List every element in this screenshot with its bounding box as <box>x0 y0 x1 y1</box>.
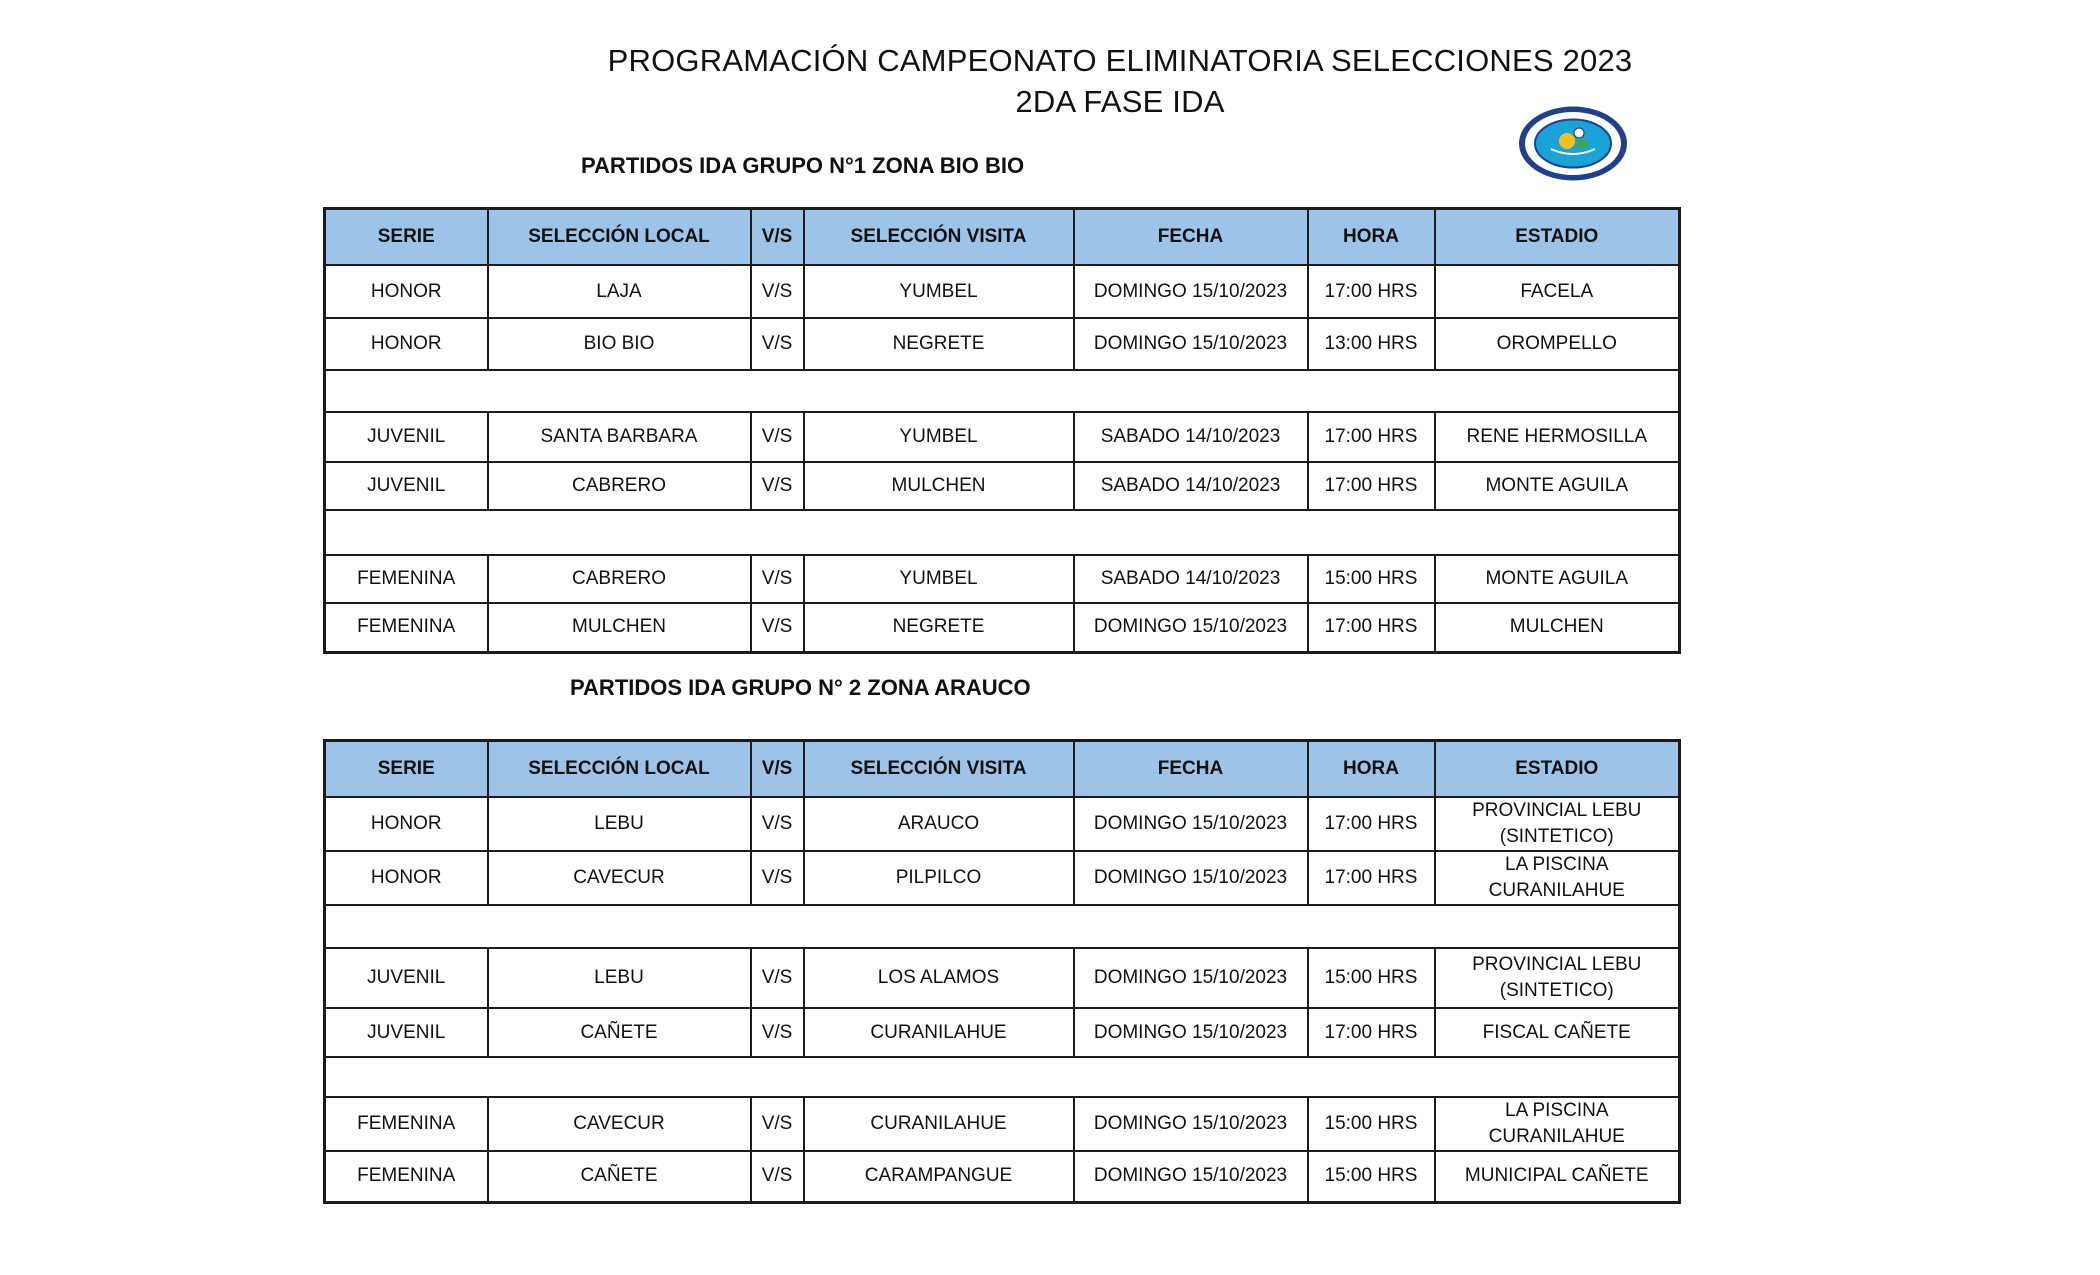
cell-hora: 15:00 HRS <box>1308 1097 1435 1151</box>
table-row <box>325 851 1680 905</box>
column-header-estadio: ESTADIO <box>1435 209 1680 266</box>
cell-vs: V/S <box>751 603 804 652</box>
cell-serie: FEMENINA <box>325 555 488 603</box>
cell-hora: 15:00 HRS <box>1308 555 1435 603</box>
cell-local: LEBU <box>488 797 751 851</box>
cell-local: LAJA <box>488 265 751 318</box>
cell-estadio: LA PISCINA CURANILAHUE <box>1435 1097 1680 1151</box>
cell-visita: YUMBEL <box>804 412 1074 462</box>
table-row <box>325 265 1680 318</box>
cell-visita: CURANILAHUE <box>804 1097 1074 1151</box>
column-header-vs: V/S <box>751 209 804 266</box>
cell-hora: 17:00 HRS <box>1308 412 1435 462</box>
column-header-local: SELECCIÓN LOCAL <box>488 209 751 266</box>
cell-visita: CURANILAHUE <box>804 1008 1074 1057</box>
table-row <box>325 462 1680 510</box>
cell-hora: 15:00 HRS <box>1308 948 1435 1008</box>
page-subtitle: 2DA FASE IDA <box>1015 84 1225 119</box>
table-row <box>325 412 1680 462</box>
cell-fecha: DOMINGO 15/10/2023 <box>1074 603 1308 652</box>
cell-hora: 13:00 HRS <box>1308 318 1435 370</box>
cell-estadio: FACELA <box>1435 265 1680 318</box>
cell-local: SANTA BARBARA <box>488 412 751 462</box>
cell-serie: JUVENIL <box>325 948 488 1008</box>
separator-cell <box>325 370 1680 412</box>
column-header-serie: SERIE <box>325 209 488 266</box>
cell-serie: FEMENINA <box>325 1151 488 1202</box>
cell-hora: 17:00 HRS <box>1308 265 1435 318</box>
cell-local: BIO BIO <box>488 318 751 370</box>
cell-serie: HONOR <box>325 318 488 370</box>
cell-serie: JUVENIL <box>325 1008 488 1057</box>
cell-visita: NEGRETE <box>804 318 1074 370</box>
cell-local: CAÑETE <box>488 1151 751 1202</box>
cell-fecha: DOMINGO 15/10/2023 <box>1074 1008 1308 1057</box>
cell-fecha: DOMINGO 15/10/2023 <box>1074 318 1308 370</box>
cell-fecha: DOMINGO 15/10/2023 <box>1074 948 1308 1008</box>
cell-estadio: MULCHEN <box>1435 603 1680 652</box>
cell-visita: NEGRETE <box>804 603 1074 652</box>
cell-vs: V/S <box>751 797 804 851</box>
cell-visita: ARAUCO <box>804 797 1074 851</box>
group-2-schedule-table <box>323 739 1681 1204</box>
table-row <box>325 603 1680 652</box>
column-header-local: SELECCIÓN LOCAL <box>488 741 751 798</box>
cell-fecha: DOMINGO 15/10/2023 <box>1074 1151 1308 1202</box>
column-header-serie: SERIE <box>325 741 488 798</box>
table-row <box>325 318 1680 370</box>
association-crest-icon <box>1517 105 1629 182</box>
cell-estadio: MUNICIPAL CAÑETE <box>1435 1151 1680 1202</box>
group-1-schedule-table <box>323 207 1681 654</box>
column-header-visita: SELECCIÓN VISITA <box>804 209 1074 266</box>
column-header-hora: HORA <box>1308 209 1435 266</box>
cell-estadio: LA PISCINA CURANILAHUE <box>1435 851 1680 905</box>
table-row <box>325 1097 1680 1151</box>
cell-fecha: SABADO 14/10/2023 <box>1074 555 1308 603</box>
cell-estadio: MONTE AGUILA <box>1435 555 1680 603</box>
cell-fecha: DOMINGO 15/10/2023 <box>1074 265 1308 318</box>
separator-row <box>325 510 1680 555</box>
cell-serie: HONOR <box>325 797 488 851</box>
cell-local: CAVECUR <box>488 851 751 905</box>
cell-visita: YUMBEL <box>804 555 1074 603</box>
page-title: PROGRAMACIÓN CAMPEONATO ELIMINATORIA SELECCIONES 2023 <box>607 43 1633 78</box>
cell-serie: FEMENINA <box>325 603 488 652</box>
cell-serie: JUVENIL <box>325 462 488 510</box>
cell-estadio: FISCAL CAÑETE <box>1435 1008 1680 1057</box>
cell-fecha: DOMINGO 15/10/2023 <box>1074 851 1308 905</box>
column-header-hora: HORA <box>1308 741 1435 798</box>
cell-hora: 17:00 HRS <box>1308 462 1435 510</box>
column-header-fecha: FECHA <box>1074 741 1308 798</box>
cell-visita: MULCHEN <box>804 462 1074 510</box>
column-header-vs: V/S <box>751 741 804 798</box>
cell-serie: FEMENINA <box>325 1097 488 1151</box>
cell-fecha: DOMINGO 15/10/2023 <box>1074 1097 1308 1151</box>
cell-local: LEBU <box>488 948 751 1008</box>
table-row <box>325 555 1680 603</box>
table-row <box>325 1008 1680 1057</box>
cell-estadio: RENE HERMOSILLA <box>1435 412 1680 462</box>
table-header-row <box>325 741 1680 798</box>
cell-visita: LOS ALAMOS <box>804 948 1074 1008</box>
cell-hora: 17:00 HRS <box>1308 1008 1435 1057</box>
cell-serie: JUVENIL <box>325 412 488 462</box>
cell-fecha: SABADO 14/10/2023 <box>1074 462 1308 510</box>
separator-row <box>325 370 1680 412</box>
group-2-heading: PARTIDOS IDA GRUPO N° 2 ZONA ARAUCO <box>570 675 1031 700</box>
cell-estadio: PROVINCIAL LEBU (SINTETICO) <box>1435 948 1680 1008</box>
cell-estadio: OROMPELLO <box>1435 318 1680 370</box>
cell-estadio: PROVINCIAL LEBU (SINTETICO) <box>1435 797 1680 851</box>
cell-visita: YUMBEL <box>804 265 1074 318</box>
cell-vs: V/S <box>751 412 804 462</box>
cell-vs: V/S <box>751 265 804 318</box>
cell-hora: 15:00 HRS <box>1308 1151 1435 1202</box>
cell-local: MULCHEN <box>488 603 751 652</box>
table-row <box>325 1151 1680 1202</box>
table-row <box>325 948 1680 1008</box>
cell-vs: V/S <box>751 948 804 1008</box>
cell-estadio: MONTE AGUILA <box>1435 462 1680 510</box>
separator-cell <box>325 510 1680 555</box>
cell-local: CABRERO <box>488 462 751 510</box>
separator-row <box>325 905 1680 948</box>
group-1-heading: PARTIDOS IDA GRUPO N°1 ZONA BIO BIO <box>581 153 1025 178</box>
cell-vs: V/S <box>751 851 804 905</box>
separator-row <box>325 1057 1680 1097</box>
cell-vs: V/S <box>751 462 804 510</box>
cell-serie: HONOR <box>325 265 488 318</box>
cell-vs: V/S <box>751 1008 804 1057</box>
separator-cell <box>325 905 1680 948</box>
cell-hora: 17:00 HRS <box>1308 603 1435 652</box>
cell-local: CABRERO <box>488 555 751 603</box>
cell-vs: V/S <box>751 1151 804 1202</box>
separator-cell <box>325 1057 1680 1097</box>
table-row <box>325 797 1680 851</box>
cell-fecha: SABADO 14/10/2023 <box>1074 412 1308 462</box>
cell-local: CAÑETE <box>488 1008 751 1057</box>
cell-visita: PILPILCO <box>804 851 1074 905</box>
cell-hora: 17:00 HRS <box>1308 851 1435 905</box>
cell-fecha: DOMINGO 15/10/2023 <box>1074 797 1308 851</box>
column-header-visita: SELECCIÓN VISITA <box>804 741 1074 798</box>
table-header-row <box>325 209 1680 266</box>
cell-vs: V/S <box>751 1097 804 1151</box>
cell-vs: V/S <box>751 318 804 370</box>
cell-local: CAVECUR <box>488 1097 751 1151</box>
cell-serie: HONOR <box>325 851 488 905</box>
column-header-fecha: FECHA <box>1074 209 1308 266</box>
column-header-estadio: ESTADIO <box>1435 741 1680 798</box>
cell-hora: 17:00 HRS <box>1308 797 1435 851</box>
cell-vs: V/S <box>751 555 804 603</box>
cell-visita: CARAMPANGUE <box>804 1151 1074 1202</box>
